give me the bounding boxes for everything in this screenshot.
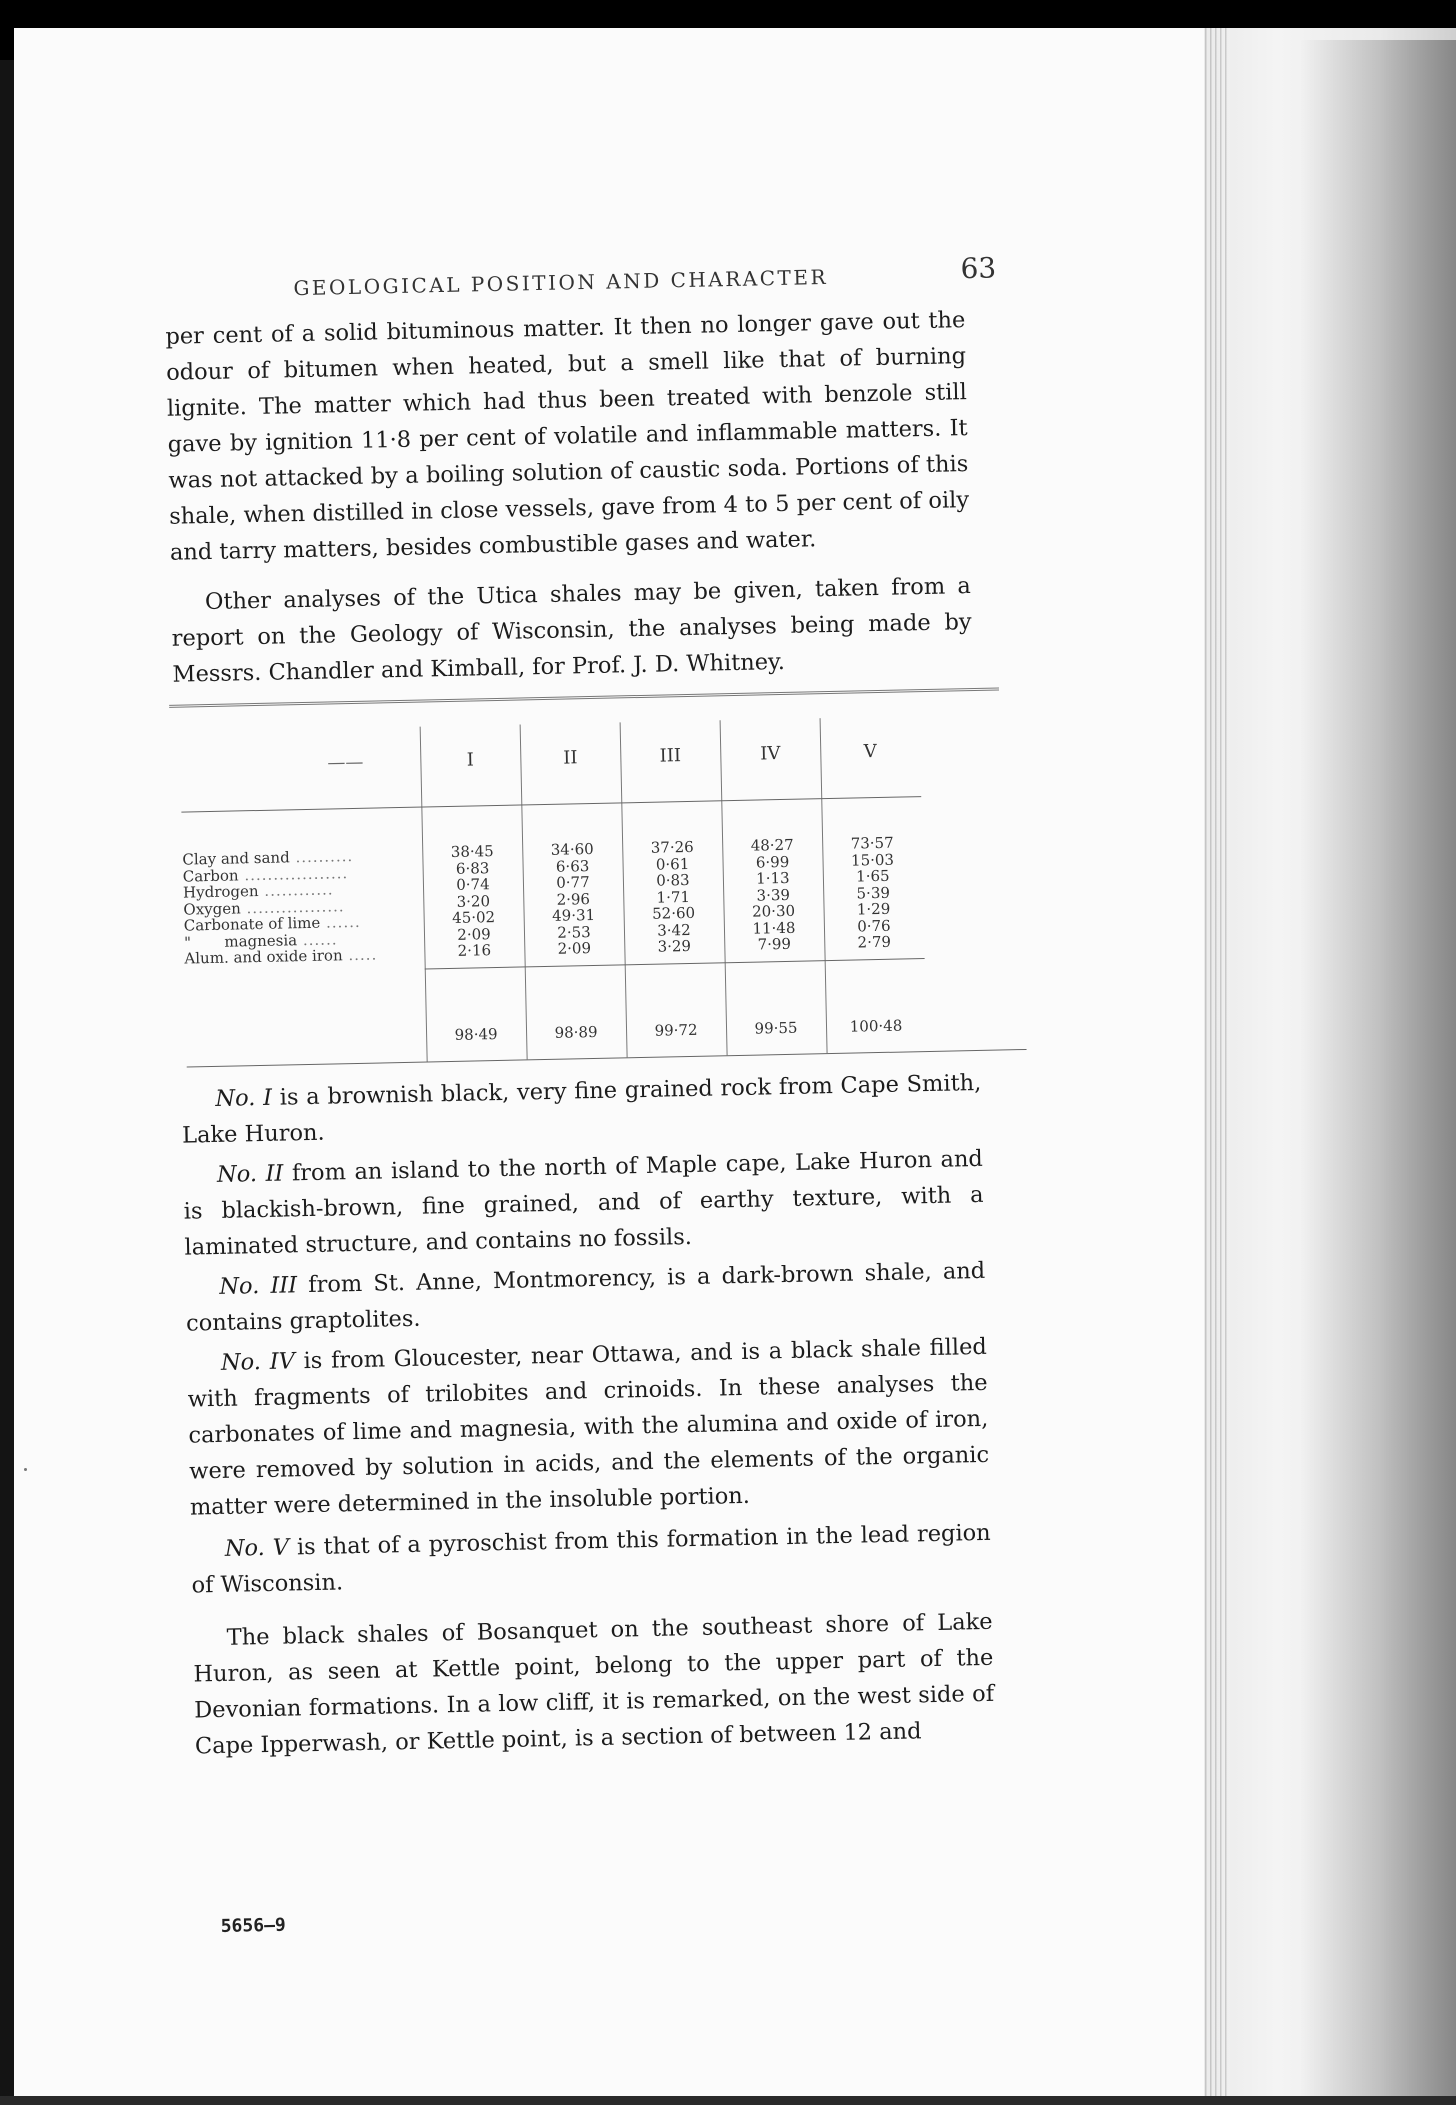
row-label-carbonate-lime: Carbonate of lime ......: [183, 912, 361, 935]
table-cell: 6·63: [555, 856, 590, 876]
table-cell: 3·42: [657, 920, 691, 940]
row-label-carbon: Carbon ..................: [182, 863, 349, 886]
note-no-iv: No. IV is from Gloucester, near Ottawa, and is a black shale filled with fragments of trilobites and crinoids. In these analyses the carbonates of lime and magnesia, with the alumina and oxide of iron, were removed by solution in acids, and the elements of the organic matter were determined in the insoluble portion.: [187, 1333, 990, 1521]
analysis-table: [180, 714, 1007, 1071]
page-content: [143, 19, 1046, 2105]
column-values-iii: [622, 838, 724, 956]
row-label-oxygen: Oxygen .................: [183, 896, 345, 919]
table-cell: 0·77: [556, 873, 590, 892]
table-cell: 52·60: [651, 903, 696, 923]
table-cell: 7·99: [757, 934, 792, 954]
table-top-rule: [169, 687, 999, 707]
table-cell: 1·71: [656, 887, 691, 907]
table-bottom-rule: [187, 1049, 1027, 1068]
paragraph-utica-intro: Other analyses of the Utica shales may be given, taken from a report on the Geology of Wisconsin, the analyses being made by Messrs. Chandler and Kimball, for Prof. J. D. Whitney.: [171, 573, 972, 688]
page-edge-lines: [1200, 28, 1230, 2096]
column-header-v: V: [863, 741, 877, 763]
table-cell: 1·65: [855, 866, 890, 886]
row-label-clay-sand: Clay and sand ..........: [182, 847, 354, 869]
table-cell: 20·30: [751, 901, 796, 921]
table-cell: 0·74: [456, 875, 490, 894]
column-values-iv: [722, 836, 824, 954]
table-cell: 2·79: [857, 932, 892, 952]
signature-mark: 5656—9: [220, 1914, 286, 1938]
total-i: 98·49: [454, 1025, 498, 1044]
table-cell: 6·83: [455, 858, 490, 878]
table-cell: 3·29: [657, 936, 692, 956]
table-cell: 3·20: [456, 891, 491, 911]
book-page: [14, 28, 1204, 2096]
column-header-iii: III: [659, 745, 682, 767]
running-title: GEOLOGICAL POSITION AND CHARACTER: [293, 264, 829, 301]
column-header-ii: II: [562, 747, 578, 769]
table-cell: 73·57: [850, 833, 894, 853]
table-cell: 1·29: [856, 899, 891, 919]
row-label-magnesia: " magnesia ......: [183, 929, 338, 952]
table-cell: 5·39: [856, 883, 891, 902]
paragraph-bitumen: per cent of a solid bituminous matter. It then no longer gave out the odour of bitumen when heated, but a smell like that of burning lignite. The matter which had thus been treated with benzole still gave by ignition 11·8 per cent of volatile and inflammable matters. It was not attacked by a boiling solution of caustic soda. Portions of this shale, when distilled in close vessels, gave from 4 to 5 per cent of oily and tarry matters, besides combustible gases and water.: [165, 307, 970, 566]
table-cell: 2·09: [457, 924, 491, 944]
table-cell: 48·27: [750, 835, 794, 855]
total-v: 100·48: [849, 1016, 903, 1036]
column-values-i: [422, 842, 524, 960]
row-label-alumina-iron: Alum. and oxide iron .....: [184, 945, 378, 968]
total-iv: 99·55: [754, 1018, 798, 1038]
page-number: 63: [960, 251, 997, 286]
note-no-v: No. V is that of a pyroschist from this formation in the lead region of Wisconsin.: [191, 1519, 991, 1599]
table-cell: 11·48: [752, 918, 796, 938]
note-no-ii: No. II from an island to the north of Maple cape, Lake Huron and is blackish-brown, fine grained, and of earthy texture, with a laminated structure, and contains no fossils.: [183, 1145, 984, 1261]
table-cell: 45·02: [451, 908, 496, 927]
row-label-hydrogen: Hydrogen ............: [182, 880, 334, 902]
column-values-ii: [522, 840, 624, 958]
table-cell: 34·60: [550, 839, 594, 859]
table-cell: 37·26: [650, 837, 694, 857]
header-rule: [181, 796, 921, 812]
table-corner-header: ——: [327, 751, 364, 774]
table-cell: 2·09: [557, 939, 592, 958]
table-cell: 15·03: [850, 850, 895, 870]
column-values-v: [822, 834, 924, 952]
table-cell: 38·45: [450, 842, 494, 861]
total-iii: 99·72: [654, 1020, 698, 1040]
table-cell: 2·53: [557, 922, 591, 942]
total-ii: 98·89: [554, 1022, 598, 1042]
table-cell: 0·83: [656, 870, 690, 890]
note-no-iii: No. III from St. Anne, Montmorency, is a dark-brown shale, and contains graptolites.: [185, 1257, 986, 1337]
table-cell: 1·13: [756, 868, 790, 888]
binding-shadow: [1300, 40, 1456, 2096]
table-cell: 49·31: [551, 905, 596, 925]
totals-rule: [425, 958, 925, 969]
table-cell: 6·99: [755, 852, 790, 872]
scan-speck: [24, 1468, 27, 1471]
column-header-iv: IV: [760, 743, 781, 765]
table-cell: 0·61: [655, 854, 690, 874]
scan-left-border: [0, 60, 14, 2096]
note-no-i: No. I is a brownish black, very fine grained rock from Cape Smith, Lake Huron.: [181, 1069, 982, 1149]
column-header-i: I: [466, 749, 475, 771]
paragraph-bosanquet: The black shales of Bosanquet on the southeast shore of Lake Huron, as seen at Kettle point, belong to the upper part of the Devonian formations. In a low cliff, it is remarked, on the west side of Cape Ipperwash, or Kettle point, is a section of between 12 and: [193, 1608, 995, 1760]
table-cell: 0·76: [857, 916, 891, 935]
table-cell: 2·96: [556, 889, 591, 909]
table-cell: 2·16: [457, 941, 492, 960]
table-cell: 3·39: [756, 885, 791, 905]
